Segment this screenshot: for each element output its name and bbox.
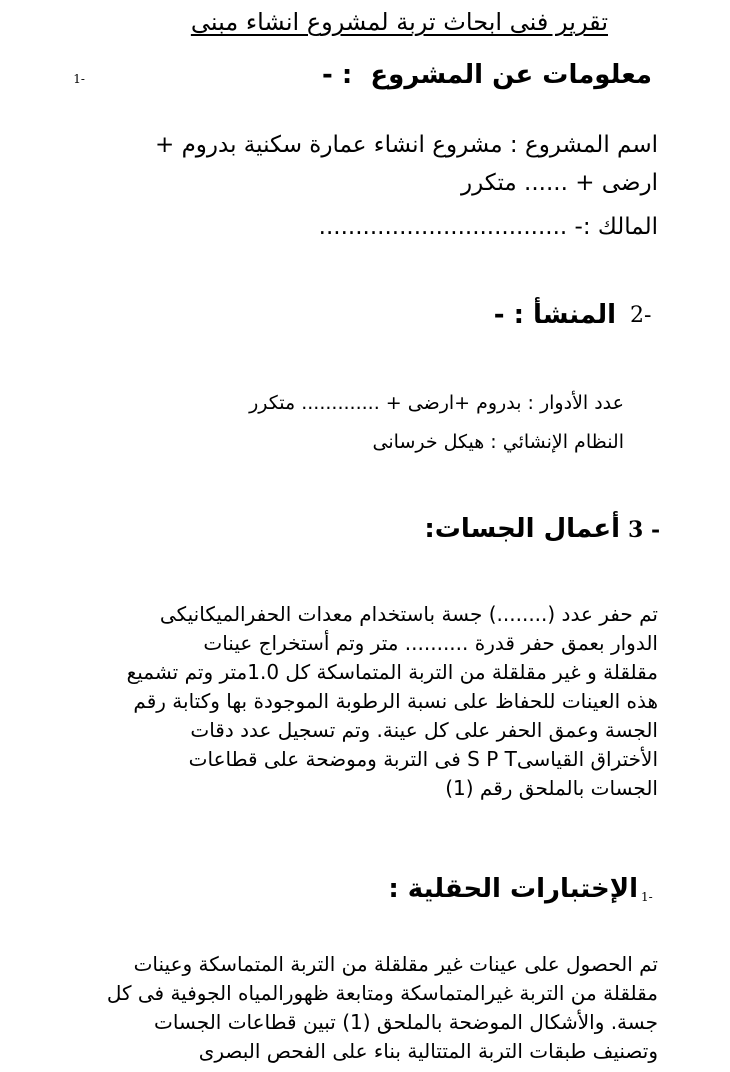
section2-number: 2- [630, 303, 652, 328]
section3-heading: أعمال الجسات: [424, 514, 620, 544]
paragraph-line: هذه العينات للحفاظ على نسبة الرطوبة الموجودة بها وكتابة رقم [133, 689, 658, 713]
paragraph-line: الدوار بعمق حفر قدرة .......... متر وتم أستخراج عينات [203, 631, 658, 655]
owner-line: المالك :- .................................. [318, 214, 658, 240]
document-title: تقرير فنى ابحاث تربة لمشروع انشاء مبنى [190, 8, 608, 36]
paragraph-line: مقلقلة من التربة غيرالمتماسكة ومتابعة ظهورالمياه الجوفية فى كل [106, 981, 658, 1005]
paragraph-line: تم الحصول على عينات غير مقلقلة من التربة المتماسكة وعينات [133, 952, 658, 976]
section1-heading-text: معلومات عن المشروع [370, 60, 652, 90]
project-name-line1: اسم المشروع : مشروع انشاء عمارة سكنية بدروم + [154, 132, 658, 158]
section1-heading-suffix: : - [322, 60, 353, 90]
section4-number: 1- [641, 890, 653, 904]
section3-number: 3 - [628, 517, 661, 543]
section2-heading: المنشأ : - [493, 300, 616, 330]
structural-system-line: النظام الإنشائي : هيكل خرسانى [372, 431, 624, 453]
paragraph-line: الأختراق القياسىS P T فى التربة وموضحة على قطاعات [188, 747, 658, 771]
paragraph-line: جسة. والأشكال الموضحة بالملحق (1) تبين قطاعات الجسات [154, 1010, 658, 1034]
paragraph-line: تم حفر عدد (........) جسة باستخدام معدات الحفرالميكانيكى [159, 602, 658, 626]
section4-heading: الإختبارات الحقلية : [388, 874, 638, 904]
project-name-line2: ارضى + ...... متكرر [460, 170, 658, 196]
section4-paragraph [73, 950, 658, 1066]
floors-line: عدد الأدوار : بدروم +ارضى + ............. متكرر [249, 392, 624, 414]
section3-paragraph [73, 600, 658, 803]
section1-heading [322, 60, 652, 90]
paragraph-line: الجسة وعمق الحفر على كل عينة. وتم تسجيل عدد دقات [190, 718, 658, 742]
paragraph-line: وتصنيف طبقات التربة المتتالية بناء على الفحص البصرى [198, 1039, 658, 1063]
paragraph-line: مقلقلة و غير مقلقلة من التربة المتماسكة كل 1.0متر وتم تشميع [126, 660, 658, 684]
section1-number: 1- [73, 72, 85, 86]
paragraph-line: الجسات بالملحق رقم (1) [445, 776, 658, 800]
